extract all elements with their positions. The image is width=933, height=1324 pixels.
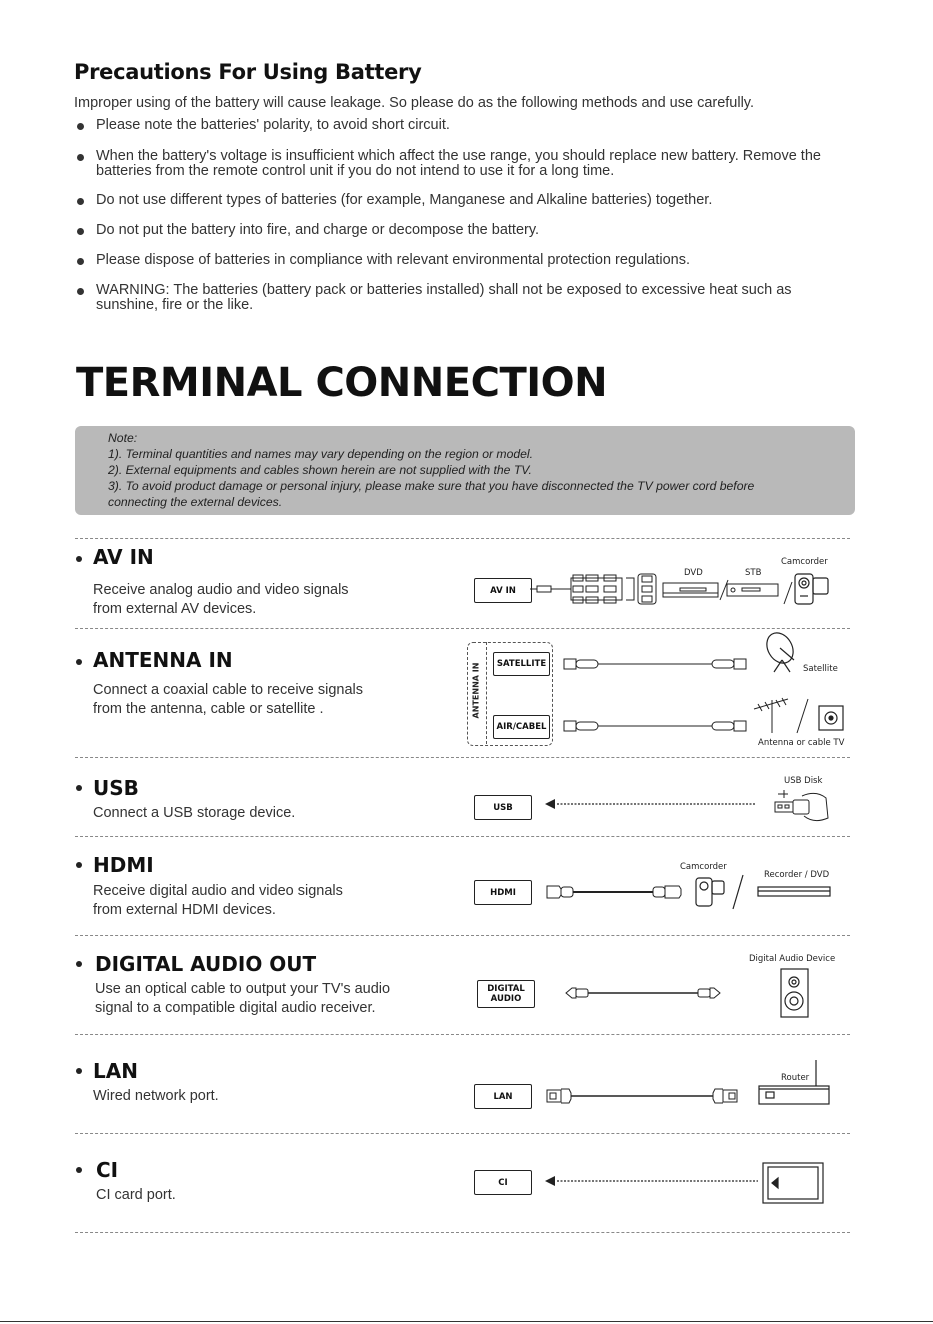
battery-heading: Precautions For Using Battery bbox=[74, 60, 422, 84]
battery-bullet: WARNING: The batteries (battery pack or batteries installed) shall not be exposed to excessive heat such as sunshine, fire or the like. bbox=[77, 283, 857, 313]
antenna-in-title: ANTENNA IN bbox=[93, 648, 233, 672]
av-in-desc: Receive analog audio and video signals from external AV devices. bbox=[93, 582, 349, 617]
battery-bullet: Please dispose of batteries in compliance with relevant environmental protection regulations. bbox=[77, 253, 857, 268]
bullet-dot bbox=[77, 198, 84, 205]
divider bbox=[75, 836, 850, 837]
digital-audio-port: DIGITAL AUDIO bbox=[477, 980, 535, 1008]
battery-bullet: Please note the batteries' polarity, to avoid short circuit. bbox=[77, 118, 857, 133]
divider bbox=[75, 935, 850, 936]
hdmi-desc: Receive digital audio and video signals from external HDMI devices. bbox=[93, 883, 343, 918]
cable-outlet-icon bbox=[819, 706, 843, 730]
divider bbox=[75, 538, 850, 539]
camcorder-icon bbox=[792, 568, 832, 608]
section-dot bbox=[76, 1068, 82, 1074]
divider bbox=[75, 1133, 850, 1134]
digital-audio-desc: Use an optical cable to output your TV's audio signal to a compatible digital audio receiver. bbox=[95, 981, 391, 1016]
usb-port: USB bbox=[474, 795, 532, 820]
lan-desc: Wired network port. bbox=[93, 1088, 219, 1104]
bullet-dot bbox=[77, 228, 84, 235]
terminal-heading: TERMINAL CONNECTION bbox=[76, 360, 608, 406]
note-line: Note: bbox=[108, 431, 138, 445]
hdmi-title: HDMI bbox=[93, 853, 154, 877]
note-line: 1). Terminal quantities and names may vary depending on the region or model. bbox=[108, 447, 534, 461]
arrow-left-icon bbox=[545, 1175, 760, 1189]
divider bbox=[75, 628, 850, 629]
section-dot bbox=[76, 1167, 82, 1173]
divider bbox=[75, 757, 850, 758]
speaker-icon bbox=[780, 968, 810, 1020]
section-dot bbox=[76, 862, 82, 868]
bullet-dot bbox=[77, 288, 84, 295]
section-dot bbox=[76, 785, 82, 791]
dvd-label: DVD bbox=[684, 568, 703, 578]
stb-label: STB bbox=[745, 568, 762, 578]
hdmi-cable-icon bbox=[545, 880, 685, 904]
recorder-label: Recorder / DVD bbox=[764, 870, 830, 880]
usb-disk-label: USB Disk bbox=[784, 776, 823, 786]
battery-bullet: Do not use different types of batteries (for example, Manganese and Alkaline batteries) together. bbox=[77, 193, 857, 208]
satellite-port: SATELLITE bbox=[493, 652, 550, 676]
digital-audio-device-label: Digital Audio Device bbox=[749, 954, 836, 964]
battery-bullet: Do not put the battery into fire, and charge or decompose the battery. bbox=[77, 223, 857, 238]
router-icon bbox=[756, 1058, 832, 1108]
coaxial-cable-icon bbox=[562, 655, 752, 735]
digital-audio-title: DIGITAL AUDIO OUT bbox=[95, 952, 317, 976]
note-line: 2). External equipments and cables shown herein are not supplied with the TV. bbox=[108, 463, 532, 477]
antenna-in-side-label: ANTENNA IN bbox=[471, 662, 481, 719]
usb-disk-icon bbox=[772, 788, 832, 826]
recorder-icon bbox=[693, 873, 833, 913]
section-dot bbox=[76, 556, 82, 562]
divider bbox=[75, 1034, 850, 1035]
antenna-tv-label: Antenna or cable TV bbox=[758, 738, 845, 748]
usb-title: USB bbox=[93, 776, 139, 800]
hdmi-camcorder-label: Camcorder bbox=[680, 862, 727, 872]
av-in-port: AV IN bbox=[474, 578, 532, 603]
page-bottom-rule bbox=[0, 1321, 933, 1322]
router-label: Router bbox=[781, 1073, 810, 1083]
lan-title: LAN bbox=[93, 1059, 138, 1083]
satellite-dish-icon bbox=[760, 630, 805, 675]
ci-desc: CI card port. bbox=[96, 1187, 176, 1203]
lan-cable-icon bbox=[545, 1085, 745, 1107]
ci-port: CI bbox=[474, 1170, 532, 1195]
ci-title: CI bbox=[96, 1158, 119, 1182]
air-cable-port: AIR/CABEL bbox=[493, 715, 550, 739]
arrow-left-icon bbox=[545, 798, 757, 812]
hdmi-port: HDMI bbox=[474, 880, 532, 905]
divider bbox=[75, 1232, 850, 1233]
lan-port: LAN bbox=[474, 1084, 532, 1109]
av-in-title: AV IN bbox=[93, 545, 154, 569]
optical-cable-icon bbox=[564, 984, 724, 1002]
usb-desc: Connect a USB storage device. bbox=[93, 805, 296, 821]
note-box bbox=[75, 426, 855, 515]
section-dot bbox=[76, 659, 82, 665]
satellite-label: Satellite bbox=[803, 664, 838, 674]
antenna-panel-divider bbox=[486, 642, 487, 744]
antenna-in-desc: Connect a coaxial cable to receive signals from the antenna, cable or satellite . bbox=[93, 682, 364, 717]
battery-intro: Improper using of the battery will cause leakage. So please do as the following methods and use carefully. bbox=[74, 95, 755, 111]
note-line: connecting the external devices. bbox=[108, 495, 283, 509]
bullet-dot bbox=[77, 258, 84, 265]
battery-bullet: When the battery's voltage is insufficient which affect the use range, you should replace new battery. Remove the batteries from the remote control unit if you do not intend to use it for a long time. bbox=[77, 149, 857, 179]
note-line: 3). To avoid product damage or personal injury, please make sure that you have disconnected the TV power cord before bbox=[108, 479, 755, 493]
section-dot bbox=[76, 961, 82, 967]
tv-antenna-icon bbox=[752, 695, 847, 740]
av-camcorder-label: Camcorder bbox=[781, 557, 828, 567]
bullet-dot bbox=[77, 123, 84, 130]
bullet-dot bbox=[77, 154, 84, 161]
ci-card-icon bbox=[762, 1162, 824, 1204]
